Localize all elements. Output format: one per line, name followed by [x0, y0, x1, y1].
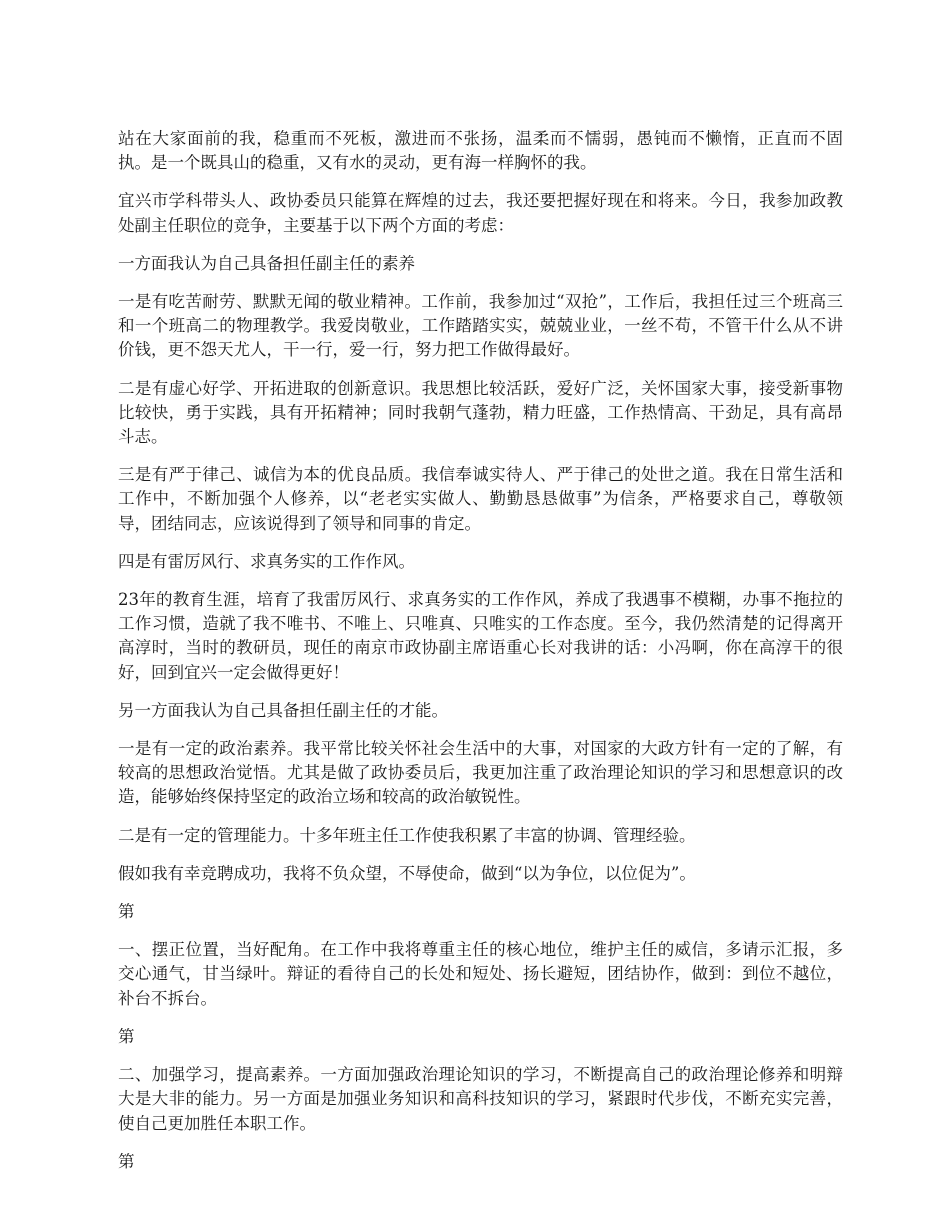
paragraph: 一、摆正位置，当好配角。在工作中我将尊重主任的核心地位，维护主任的威信，多请示汇报，多交心通气，甘当绿叶。辩证的看待自己的长处和短处、扬长避短，团结协作，做到：到位不越位，补台不拆台。 — [118, 940, 843, 1008]
paragraph: 二是有虚心好学、开拓进取的创新意识。我思想比较活跃，爱好广泛，关怀国家大事，接受新事物比较快，勇于实践，具有开拓精神；同时我朝气蓬勃，精力旺盛，工作热情高、干劲足，具有高昂斗志。 — [118, 378, 843, 447]
paragraph: 一是有一定的政治素养。我平常比较关怀社会生活中的大事，对国家的大政方针有一定的了解，有较高的思想政治觉悟。尤其是做了政协委员后，我更加注重了政治理论知识的学习和思想意识的改造，能够始终保持坚定的政治立场和较高的政治敏锐性。 — [118, 739, 843, 807]
paragraph: 站在大家面前的我，稳重而不死板，激进而不张扬，温柔而不懦弱，愚钝而不懒惰，正直而不固执。是一个既具山的稳重，又有水的灵动，更有海一样胸怀的我。 — [118, 129, 843, 173]
paragraph: 二是有一定的管理能力。十多年班主任工作使我积累了丰富的协调、管理经验。 — [118, 825, 696, 845]
paragraph: 第 — [118, 1026, 135, 1046]
document-body — [118, 127, 843, 1188]
paragraph: 23年的教育生涯，培育了我雷厉风行、求真务实的工作作风，养成了我遇事不模糊，办事不拖拉的工作习惯，造就了我不唯书、不唯上、只唯真、只唯实的工作态度。至今，我仍然清楚的记得离开高淳时，当时的教研员，现任的南京市政协副主席语重心长对我讲的话：小冯啊，你在高淳干的很好，回到宜兴一定会做得更好！ — [118, 590, 843, 682]
paragraph: 一是有吃苦耐劳、默默无闻的敬业精神。工作前，我参加过“双抢”，工作后，我担任过三个班高三和一个班高二的物理教学。我爱岗敬业，工作踏踏实实，兢兢业业，一丝不苟，不管干什么从不讲价钱，更不怨天尤人，干一行，爱一行，努力把工作做得最好。 — [118, 292, 843, 360]
paragraph: 三是有严于律己、诚信为本的优良品质。我信奉诚实待人、严于律己的处世之道。我在日常生活和工作中，不断加强个人修养，以“老老实实做人、勤勤恳恳做事”为信条，严格要求自己，尊敬领导，团结同志，应该说得到了领导和同事的肯定。 — [118, 465, 843, 533]
paragraph: 四是有雷厉风行、求真务实的工作作风。 — [118, 551, 415, 571]
paragraph: 假如我有幸竞聘成功，我将不负众望，不辱使命，做到“以为争位，以位促为”。 — [118, 863, 696, 883]
paragraph: 另一方面我认为自己具备担任副主任的才能。 — [118, 700, 448, 720]
paragraph: 二、加强学习，提高素养。一方面加强政治理论知识的学习，不断提高自己的政治理论修养和明辩大是大非的能力。另一方面是加强业务知识和高科技知识的学习，紧跟时代步伐，不断充实完善，使自己更加胜任本职工作。 — [118, 1065, 843, 1133]
paragraph: 宜兴市学科带头人、政协委员只能算在辉煌的过去，我还要把握好现在和将来。今日，我参加政教处副主任职位的竞争，主要基于以下两个方面的考虑： — [118, 191, 843, 235]
paragraph: 一方面我认为自己具备担任副主任的素养 — [118, 253, 415, 273]
paragraph: 第 — [118, 902, 135, 922]
paragraph: 第 — [118, 1151, 135, 1171]
